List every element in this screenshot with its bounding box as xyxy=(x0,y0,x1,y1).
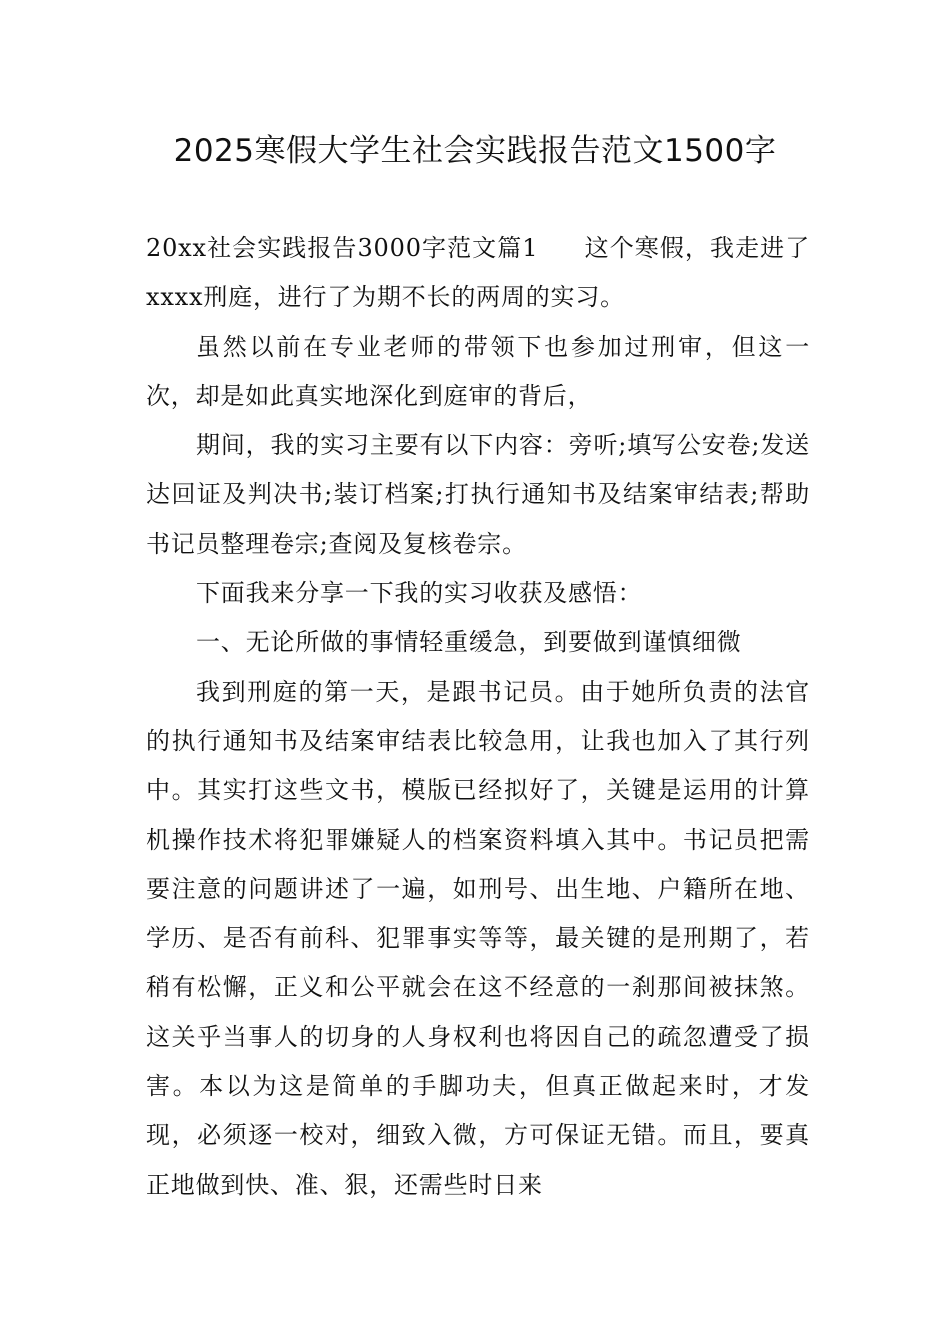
paragraph-3: 下面我来分享一下我的实习收获及感悟： xyxy=(196,579,643,608)
intro-paragraph xyxy=(146,224,810,323)
paragraph-1: 虽然以前在专业老师的带领下也参加过刑审，但这一次，却是如此真实地深化到庭审的背后， xyxy=(146,332,810,410)
document-title: 2025寒假大学生社会实践报告范文1500字 xyxy=(173,133,777,169)
section-heading-1: 一、无论所做的事情轻重缓急，到要做到谨慎细微 xyxy=(196,628,742,657)
intro-text: 这个寒假，我走进了xxxx刑庭，进行了为期不长的两周的实习。 xyxy=(146,234,811,312)
paragraph-4: 我到刑庭的第一天，是跟书记员。由于她所负责的法官的执行通知书及结案审结表比较急用，让我也加入了其行列中。其实打这些文书，模版已经拟好了，关键是运用的计算机操作技术将犯罪嫌疑人的档案资料填入其中。书记员把需要注意的问题讲述了一遍，如刑号、出生地、户籍所在地、学历、是否有前科、犯罪事实等等，最关键的是刑期了，若稍有松懈，正义和公平就会在这不经意的一刹那间被抹煞。这关乎当事人的切身的人身权利也将因自己的疏忽遭受了损害。本以为这是简单的手脚功夫，但真正做起来时，才发现，必须逐一校对，细致入微，方可保证无错。而且，要真正地做到快、准、狠，还需些时日来 xyxy=(146,677,810,1199)
paragraph-2: 期间，我的实习主要有以下内容：旁听;填写公安卷;发送达回证及判决书;装订档案;打执行通知书及结案审结表;帮助书记员整理卷宗;查阅及复核卷宗。 xyxy=(146,431,810,558)
intro-lead: 20xx社会实践报告3000字范文篇1 xyxy=(146,234,539,262)
document-body xyxy=(146,224,810,1210)
